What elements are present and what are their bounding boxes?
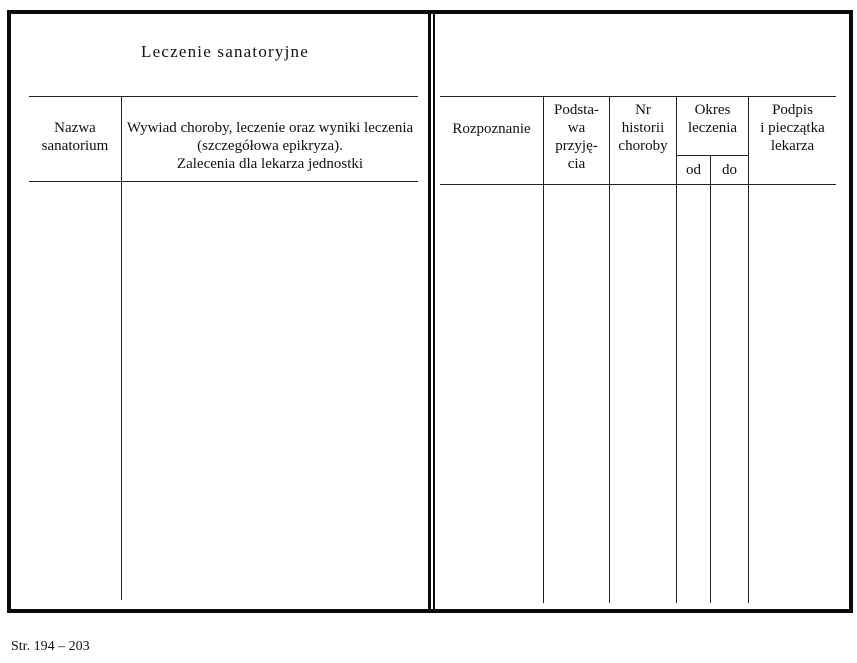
- left-page-title: Leczenie sanatoryjne: [141, 42, 309, 61]
- header-sanatorium-name: Nazwa sanatorium: [41, 120, 109, 154]
- header-period-to: do: [722, 162, 737, 178]
- right-header-top-rule: [440, 96, 836, 97]
- header-history-number: Nr historii choroby: [618, 102, 668, 154]
- header-diagnosis: Rozpoznanie: [452, 121, 531, 137]
- right-col-divider-4: [710, 155, 711, 603]
- right-col-divider-2: [609, 96, 610, 603]
- period-subheader-rule: [676, 155, 748, 156]
- header-treatment-period: Okres leczenia: [687, 102, 738, 136]
- header-admission-basis: Podsta- wa przyję- cia: [554, 102, 599, 172]
- left-header-bottom-rule: [29, 181, 418, 182]
- header-doctor-signature: Podpis i pieczątka lekarza: [760, 102, 825, 154]
- header-medical-history: Wywiad choroby, leczenie oraz wyniki leczenia (szczegółowa epikryza). Zalecenia dla lekarza jednostki: [126, 120, 414, 172]
- page-divider-inner: [433, 12, 435, 612]
- page-range-footer: Str. 194 – 203: [11, 639, 90, 654]
- left-header-top-rule: [29, 96, 418, 97]
- header-period-from: od: [686, 162, 701, 178]
- page-divider: [428, 12, 431, 612]
- right-header-bottom-rule: [440, 184, 836, 185]
- right-col-divider-5: [748, 96, 749, 603]
